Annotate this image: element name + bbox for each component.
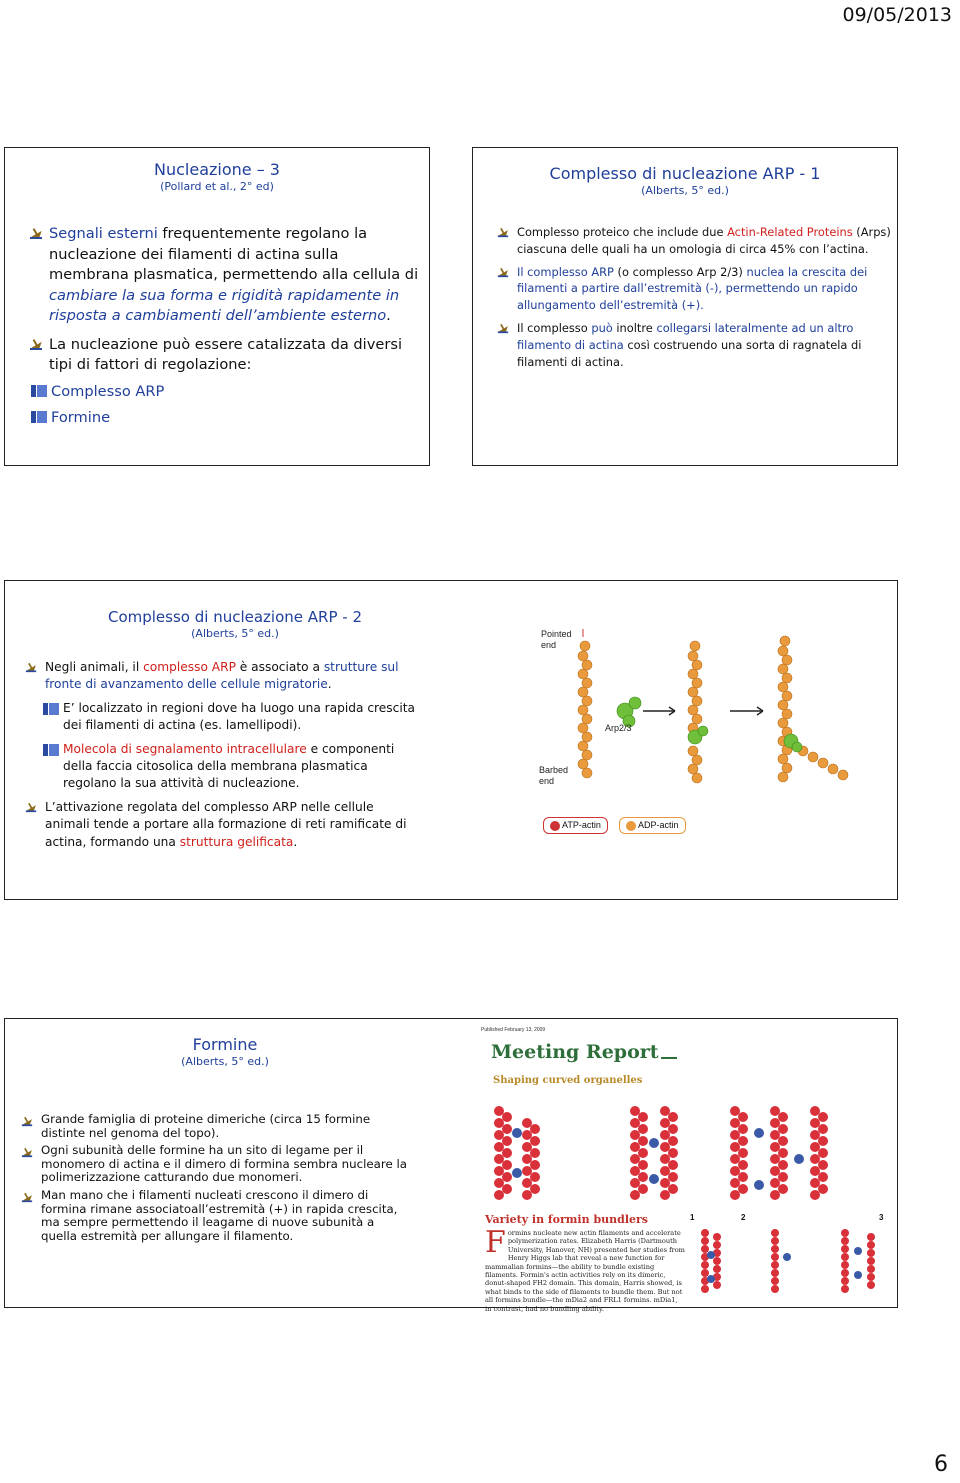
bullet-list [497,224,891,370]
slide-subtitle: (Alberts, 5° ed.) [641,184,729,197]
list-item [497,224,891,258]
drop-cap: F [485,1225,506,1260]
arrow-bullet-icon [497,266,509,278]
bullet-list [25,659,417,851]
arrow-bullet-icon [21,1191,33,1203]
report-title: Meeting Report [491,1041,659,1063]
slide-title: Complesso di nucleazione ARP - 2 [107,608,362,626]
text-segment: L’attivazione regolata del complesso ARP nelle cellule animali tende a portare alla formazione di reti ramificate di actina, formando una [45,799,407,849]
slide-title-block [5,1035,445,1069]
text-segment: e componenti della faccia citosolica della membrana plasmatica regolano la sua attività di nucleazione. [63,741,395,791]
text-segment: collegarsi lateralmente ad un altro filamento di actina [517,320,854,352]
text-segment: . [293,834,298,849]
legend-adp-label: ADP-actin [638,820,679,830]
arrow-bullet-icon [497,322,509,334]
arrow-bullet-icon [21,1146,33,1158]
figure-number: 1 [690,1213,695,1222]
slide-arp-1 [472,147,898,466]
text-segment: Il complesso [517,320,592,335]
adp-actin-swatch-icon [626,821,636,831]
legend-adp [619,817,686,834]
figure-number: 2 [741,1213,746,1222]
box-body [485,1225,685,1313]
text-segment: nuclea la crescita dei filamenti a partire dall’estremità (-), permettendo un rapido allungamento dell’estremità (+). [517,264,868,313]
square-bullet-icon [31,385,47,397]
box-title: Variety in formin bundlers [485,1213,648,1226]
sub-list-item [43,741,417,793]
slide-subtitle: (Pollard et al., 2° ed) [160,180,274,193]
text-segment: Ogni subunità delle formine ha un sito di legame per il monomero di actina e il dimero di formina sembra nucleare la polimerizzazione catturando due monomeri. [41,1143,407,1185]
arrow-bullet-icon [29,337,43,351]
slide-formine [4,1018,898,1313]
slide-title: Formine [192,1035,258,1054]
arp-figure [525,601,865,871]
page-number: 6 [934,1452,948,1477]
text-segment: La nucleazione può essere catalizzata da diversi tipi di fattori di regolazione: [49,335,403,373]
text-segment: (o complesso Arp 2/3) [613,264,747,279]
list-item [29,335,421,376]
list-item [29,224,421,327]
square-bullet-icon [31,411,47,423]
text-segment: cambiare la sua forma e rigidità rapidamente in risposta a cambiamenti dell’ambiente esterno [49,286,400,324]
arp-label: Arp2/3 [605,723,632,733]
formin-bundle-panels [695,1227,891,1299]
legend-atp-label: ATP-actin [562,820,601,830]
square-bullet-icon [43,744,59,756]
text-segment: . [386,307,391,324]
bullet-list [29,224,421,429]
slide-subtitle: (Alberts, 5° ed.) [181,1055,269,1068]
text-segment: Negli animali, il [45,660,144,674]
text-segment: struttura gelificata [179,834,294,849]
sub-list-item [31,382,421,403]
published-label: Published February 13, 2009 [481,1027,546,1033]
text-segment: Grande famiglia di proteine dimeriche (circa 15 formine distinte nel genoma del topo). [41,1112,371,1140]
list-item [25,659,417,694]
figure-number: 3 [879,1213,884,1222]
text-segment: . [327,677,332,692]
list-item [21,1144,411,1185]
meeting-report-figure [477,1023,897,1313]
slide-subtitle: (Alberts, 5° ed.) [191,627,279,640]
legend-atp [543,817,608,834]
text-segment: strutture sul fronte di avanzamento delle cellule migratorie [45,660,399,692]
text-segment: Complesso ARP [51,382,165,400]
text-segment: complesso ARP [143,660,236,674]
text-segment: Molecola di segnalamento intracellulare [63,741,307,756]
text-segment: Actin-Related Proteins [727,225,853,239]
atp-actin-swatch-icon [550,821,560,831]
slide-arp-2 [4,580,898,900]
arrow-bullet-icon [497,226,509,238]
slide-nucleazione-3 [4,147,430,466]
text-segment: Complesso proteico che include due [517,225,728,239]
slide-title: Nucleazione – 3 [154,160,280,179]
slide-title-block [5,160,429,194]
arrow-bullet-icon [29,226,43,240]
box-text: ormins nucleate new actin filaments and accelerate polymerization rates. Elizabeth Harris (Dartmouth University, Hanover, NH) presented her studies from Henry Higgs lab that reveal a new function for mammalian formins—the ability to bundle existing filaments. Formin's actin activities rely on its dimeric, donut-shaped FH2 domain. This domain, Harris showed, is what binds to the side of filaments to bundle them. But not all formins bundle—the mDia2 and FRL1 formins. mDia1, in contrast, had no bundling ability. [485,1229,685,1313]
pointed-end-label: Pointed end [541,629,572,650]
arrow-bullet-icon [21,1115,33,1127]
slide-title-block [473,164,897,198]
barbed-end-label: Barbed end [539,765,569,786]
text-segment: Il complesso ARP [517,264,614,279]
list-item [497,320,891,370]
list-item [497,264,891,314]
sub-list-item [31,408,421,429]
list-item [25,799,417,851]
slide-title: Complesso di nucleazione ARP - 1 [549,164,821,183]
text-segment: Man mano che i filamenti nucleati crescono il dimero di formina rimane associatoall’estremità (+) in rapida crescita, ma sempre permettendo il leagame di nuove subunità a quella estremità per allungare il filamento. [41,1187,398,1243]
text-segment: è associato a [235,660,324,674]
list-item [21,1189,411,1243]
arrow-bullet-icon [25,661,37,673]
square-bullet-icon [43,703,59,715]
bullet-list [21,1113,411,1243]
formin-bundle-diagram [485,1103,895,1213]
text-segment: (Arps) ciascuna delle quali ha un omologia di circa 45% con l’actina. [517,225,891,256]
text-segment: può [591,320,613,335]
text-segment: Segnali esterni [49,225,158,242]
title-rule [661,1057,677,1059]
sub-list-item [43,700,417,735]
slide-title-block [5,607,465,641]
text-segment: inoltre [612,320,657,335]
text-segment: E’ localizzato in regioni dove ha luogo una rapida crescita dei filamenti di actina (es. lamellipodi). [63,700,415,733]
list-item [21,1113,411,1140]
text-segment: così costruendo una sorta di ragnatela di filamenti di actina. [517,337,862,369]
formin-text-box [485,1213,893,1313]
header-date: 09/05/2013 [842,4,952,26]
arrow-bullet-icon [25,801,37,813]
report-subtitle: Shaping curved organelles [493,1075,643,1086]
text-segment: frequentemente regolano la nucleazione dei filamenti di actina sulla membrana plasmatica, permettendo alla cellula di [49,225,419,283]
text-segment: Formine [51,409,111,426]
